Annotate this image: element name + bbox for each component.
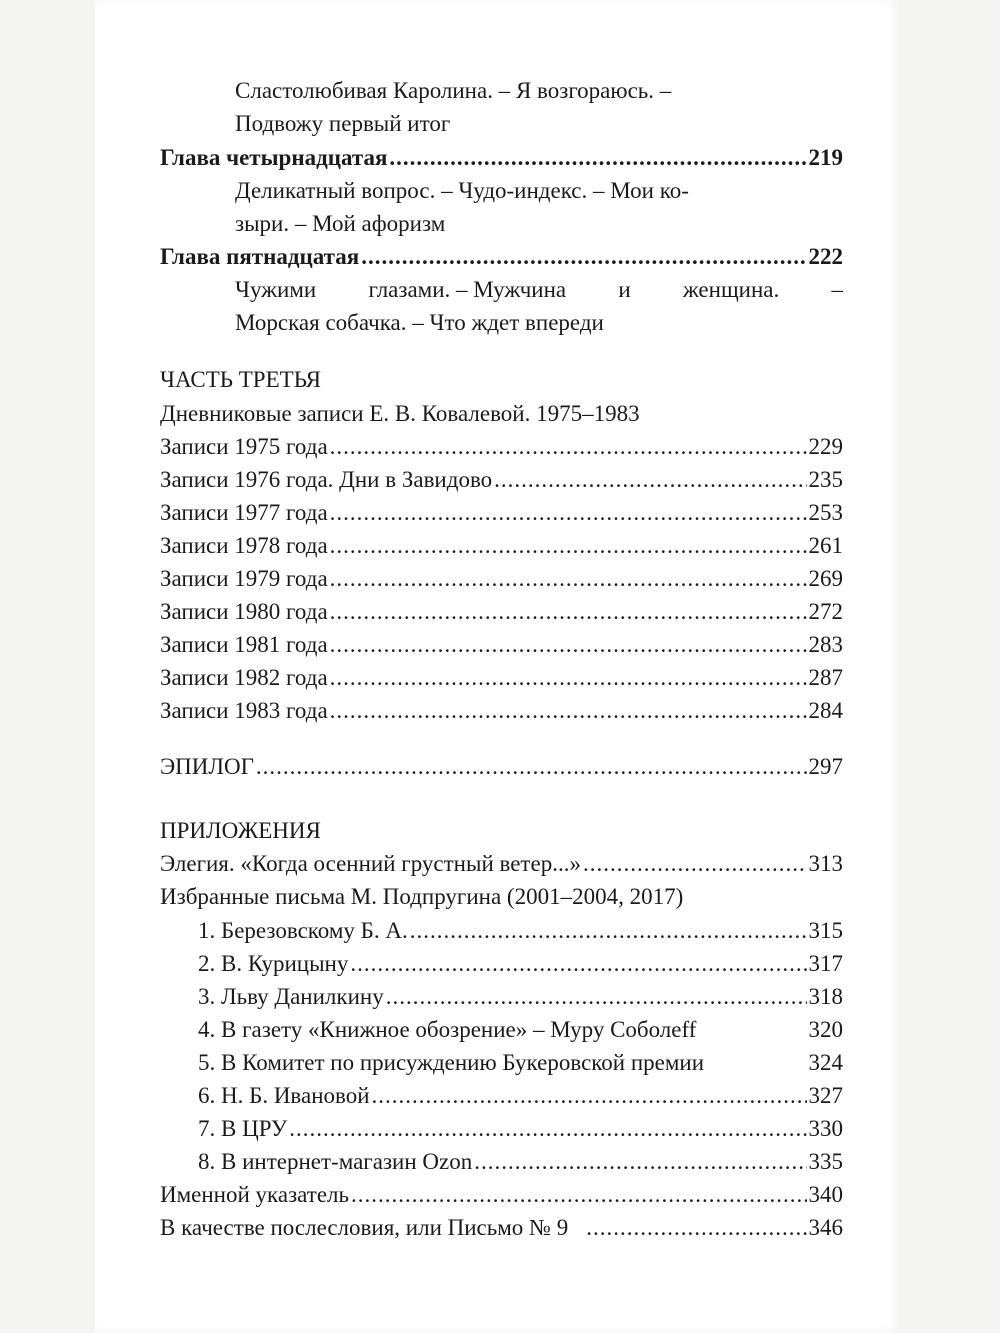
toc-entry-records: Записи 1983 года ..... 284 (160, 694, 843, 728)
toc-text-line: зыри. – Мой афоризм (235, 211, 446, 236)
toc-entry-afterword: В качестве послесловия, или Письмо № 9 ..... 346 (160, 1211, 843, 1245)
letters-heading: Избранные письма М. Подпругина (2001–2004, 2017) (160, 884, 684, 909)
toc-entry-letter: 2. В. Курицыну ..... 317 (198, 947, 843, 981)
toc-entry-chapter-15: Глава пятнадцатая ..... 222 (160, 240, 843, 274)
toc-text-line-justified: Чужими глазами. – Мужчина и женщина. – (235, 277, 843, 302)
toc-text-line: Подвожу первый итог (235, 111, 451, 136)
toc-entry-letter: 1. Березовскому Б. А. ..... 315 (198, 914, 843, 948)
toc-entry-chapter-14: Глава четырнадцатая ..... 219 (160, 141, 843, 175)
toc-entry-records: Записи 1980 года ..... 272 (160, 595, 843, 629)
toc-entry-letter: 8. В интернет-магазин Ozon ..... 335 (198, 1145, 843, 1179)
toc-entry-records: Записи 1979 года ..... 269 (160, 562, 843, 596)
diary-heading: Дневниковые записи Е. В. Ковалевой. 1975–1983 (160, 401, 640, 426)
toc-entry-records: Записи 1975 года ..... 229 (160, 430, 843, 464)
toc-entry-elegy: Элегия. «Когда осенний грустный ветер...» ..... 313 (160, 847, 843, 881)
toc-entry-letter: 7. В ЦРУ ..... 330 (198, 1112, 843, 1146)
toc-entry-records: Записи 1981 года ..... 283 (160, 628, 843, 662)
toc-entry-records: Записи 1978 года ..... 261 (160, 529, 843, 563)
toc-entry-records: Записи 1977 года ..... 253 (160, 496, 843, 530)
toc-entry-letter: 6. Н. Б. Ивановой ..... 327 (198, 1079, 843, 1113)
part-three-heading: ЧАСТЬ ТРЕТЬЯ (160, 367, 322, 392)
toc-entry-index: Именной указатель ..... 340 (160, 1178, 843, 1212)
toc-entry-records: Записи 1982 года ..... 287 (160, 661, 843, 695)
toc-entry-records: Записи 1976 года. Дни в Завидово ..... 235 (160, 463, 843, 497)
toc-text-line: Деликатный вопрос. – Чудо-индекс. – Мои ко- (235, 178, 689, 203)
toc-text-line: Морская собачка. – Что ждет впереди (235, 310, 604, 335)
toc-entry-letter: 3. Льву Данилкину ..... 318 (198, 980, 843, 1014)
toc-text-line: Сластолюбивая Каролина. – Я возгораюсь. – (235, 78, 672, 103)
toc-entry-letter: 4. В газету «Книжное обозрение» – Муру Соболеff 320 (198, 1017, 843, 1042)
toc-entry-epilog: ЭПИЛОГ ..... 297 (160, 750, 843, 784)
appendix-heading: ПРИЛОЖЕНИЯ (160, 818, 321, 843)
toc-entry-letter: 5. В Комитет по присуждению Букеровской премии 324 (198, 1050, 843, 1075)
